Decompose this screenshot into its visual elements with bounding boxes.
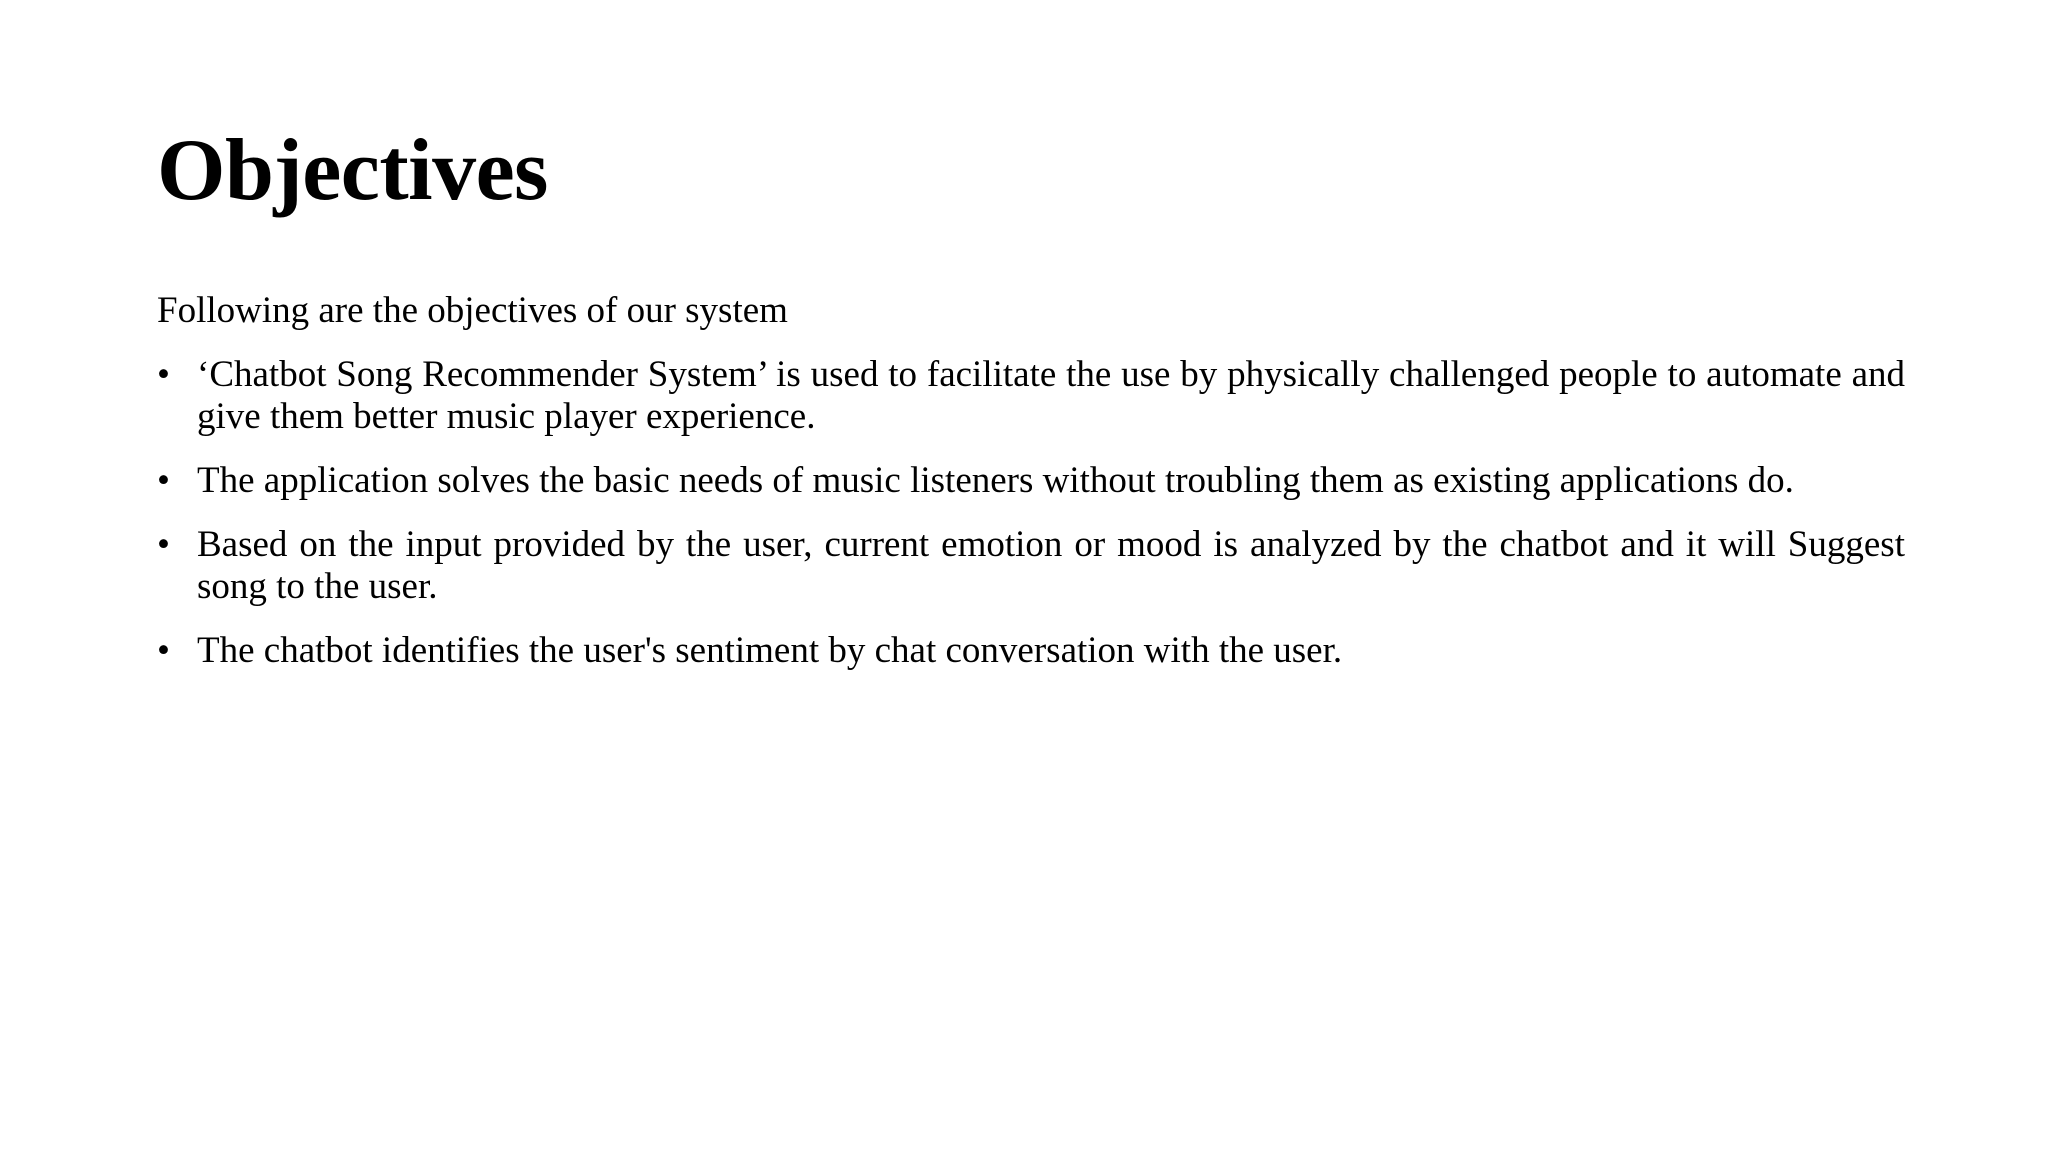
- bullet-icon: •: [157, 524, 170, 565]
- slide-title: Objectives: [157, 122, 548, 219]
- objectives-list: [157, 354, 1905, 672]
- bullet-icon: •: [157, 630, 170, 671]
- bullet-text: The application solves the basic needs of music listeners without troubling them as existing applications do.: [197, 460, 1794, 501]
- list-item: [157, 460, 1905, 502]
- intro-text: Following are the objectives of our system: [157, 290, 788, 331]
- bullet-text: ‘Chatbot Song Recommender System’ is used to facilitate the use by physically challenged people to automate and give them better music player experience.: [197, 354, 1905, 437]
- list-item: [157, 630, 1905, 672]
- slide-content: [157, 290, 1905, 694]
- bullet-icon: •: [157, 460, 170, 501]
- list-item: [157, 354, 1905, 438]
- list-item: [157, 524, 1905, 608]
- bullet-text: Based on the input provided by the user, current emotion or mood is analyzed by the chatbot and it will Suggest song to the user.: [197, 524, 1905, 607]
- bullet-text: The chatbot identifies the user's sentiment by chat conversation with the user.: [197, 630, 1343, 671]
- bullet-icon: •: [157, 354, 170, 395]
